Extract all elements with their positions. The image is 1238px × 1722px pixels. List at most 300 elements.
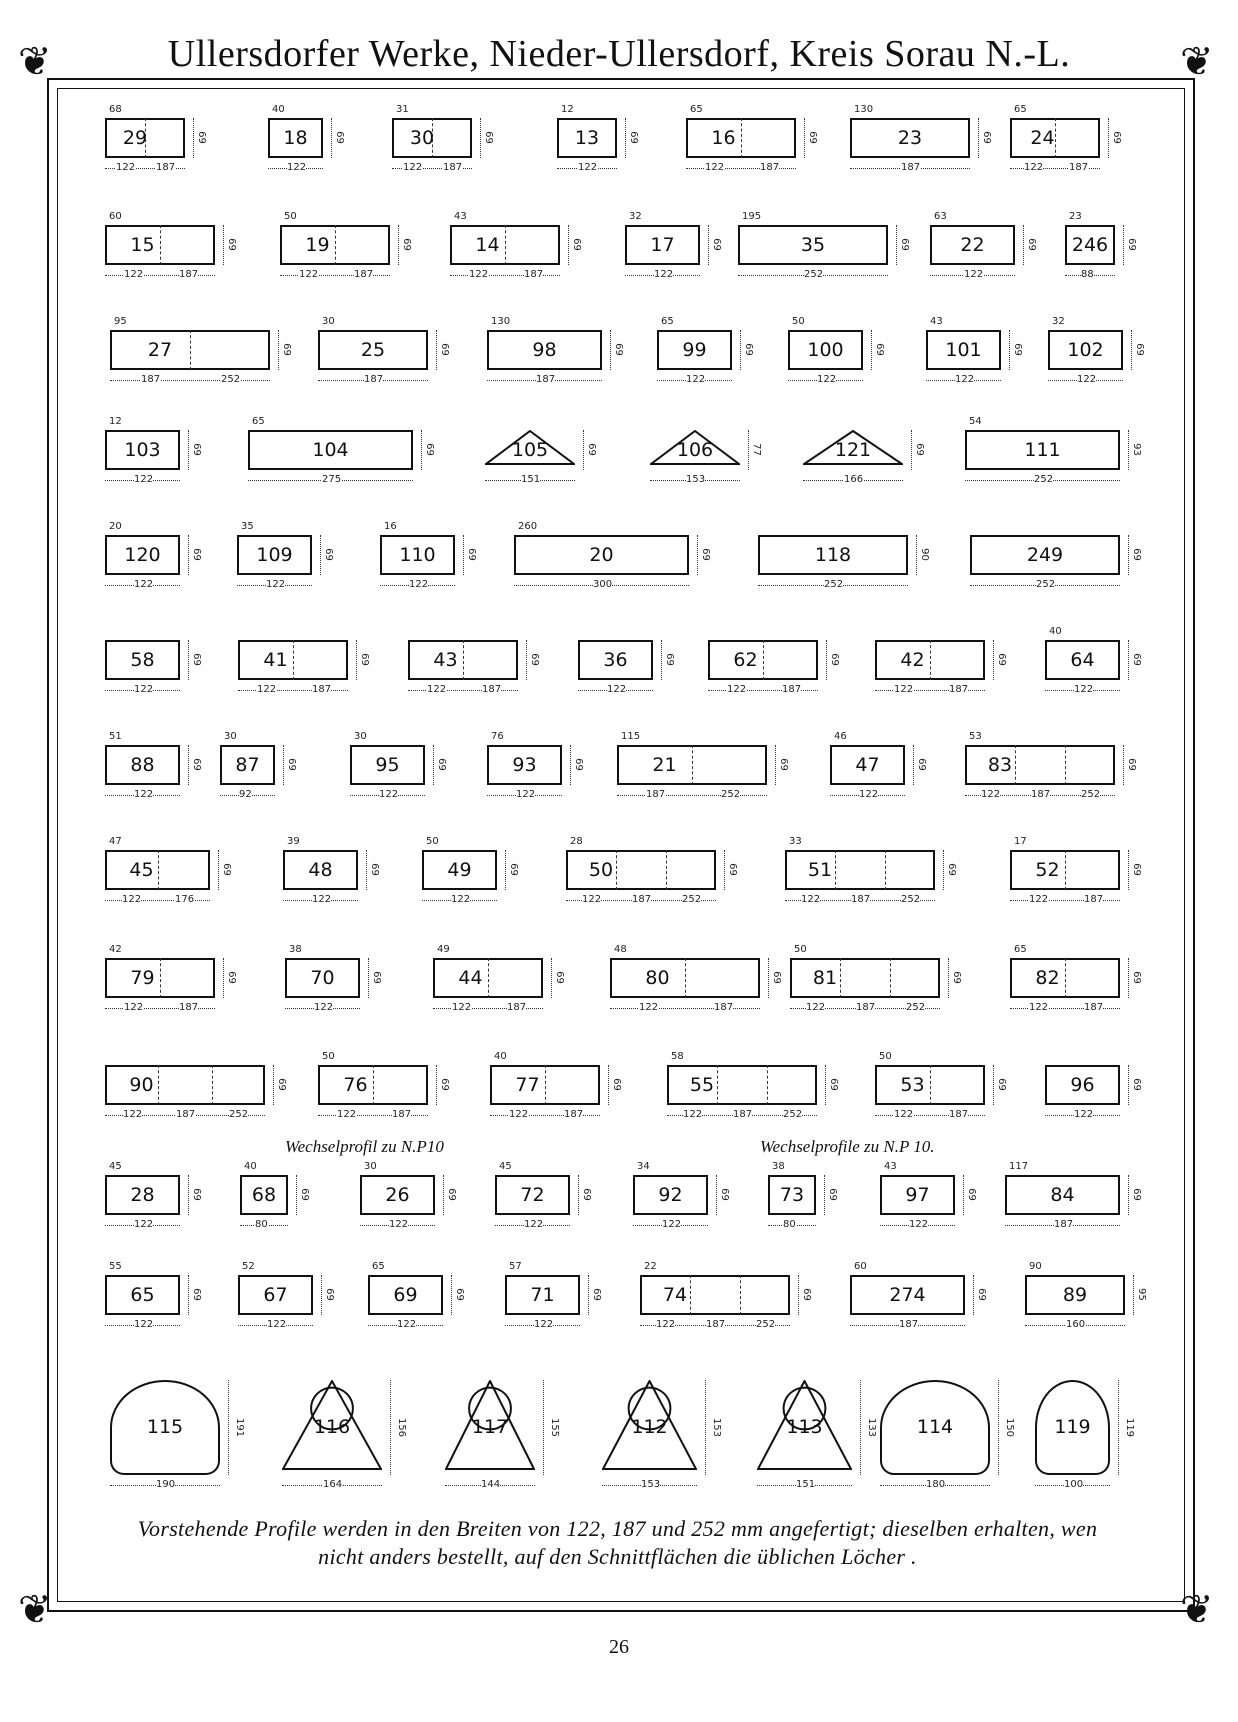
profile-64 <box>1045 622 1150 707</box>
profile-47 <box>830 727 935 812</box>
profile-number: 246 <box>1071 234 1109 256</box>
dimension-height-rule <box>708 225 709 265</box>
profile-77 <box>490 1047 630 1132</box>
dimension-height-rule <box>1123 745 1124 785</box>
profile-number: 82 <box>1035 967 1060 989</box>
profile-number: 120 <box>124 544 161 566</box>
profile-number: 65 <box>130 1284 155 1306</box>
profile-number: 118 <box>814 544 852 566</box>
profile-number: 93 <box>512 754 537 776</box>
profile-50 <box>566 832 746 917</box>
dimension-height-rule <box>871 330 872 370</box>
dimension-height: 69 <box>710 238 722 251</box>
dimension-height: 69 <box>333 131 345 144</box>
profile-36 <box>578 622 683 707</box>
dimension-height: 69 <box>828 653 840 666</box>
dimension-width: 122 <box>727 684 747 695</box>
dimension-height: 93 <box>1130 443 1142 456</box>
dimension-height-rule <box>543 1380 544 1475</box>
profile-number: 15 <box>130 234 155 256</box>
profile-117 <box>445 1362 565 1502</box>
dimension-top: 60 <box>109 211 122 222</box>
dimension-top: 45 <box>499 1161 512 1172</box>
dimension-width: 100 <box>1064 1479 1084 1490</box>
dimension-top: 50 <box>792 316 805 327</box>
profile-number: 23 <box>897 127 923 149</box>
dimension-top: 46 <box>834 731 847 742</box>
dimension-height-rule <box>188 430 189 470</box>
dimension-height-rule <box>188 745 189 785</box>
dimension-height: 69 <box>438 1078 450 1091</box>
dimension-height: 69 <box>1130 1078 1142 1091</box>
profile-number: 27 <box>147 339 173 361</box>
dimension-height-rule <box>610 330 611 370</box>
dimension-height: 69 <box>370 971 382 984</box>
footnote-line-1: Vorstehende Profile werden in den Breiten von 122, 187 und 252 mm angefertigt; dieselben erhalten, wen <box>137 1516 1098 1541</box>
dimension-height-rule <box>1108 118 1109 158</box>
profile-number: 70 <box>310 967 335 989</box>
dimension-height: 69 <box>368 863 380 876</box>
dimension-height: 69 <box>826 1188 838 1201</box>
dimension-width: 122 <box>607 684 627 695</box>
dimension-height: 69 <box>190 653 202 666</box>
dimension-rule <box>110 380 270 381</box>
profile-number: 52 <box>1035 859 1060 881</box>
profile-120 <box>105 517 210 602</box>
profile-number: 109 <box>256 544 293 566</box>
dimension-width: 80 <box>255 1219 268 1230</box>
dimension-height: 69 <box>699 548 711 561</box>
profile-number: 71 <box>530 1284 555 1306</box>
dimension-width: 122 <box>705 162 725 173</box>
dimension-height: 69 <box>915 758 927 771</box>
dimension-height-rule <box>1128 430 1129 470</box>
dimension-height-rule <box>697 535 698 575</box>
dimension-width: 144 <box>481 1479 501 1490</box>
profile-number: 17 <box>650 234 675 256</box>
dimension-width: 122 <box>299 269 319 280</box>
footnote-line-2: nicht anders bestellt, auf den Schnittflächen die üblichen Löcher . <box>318 1544 917 1569</box>
dimension-top: 35 <box>241 521 254 532</box>
dimension-height: 69 <box>453 1288 465 1301</box>
dimension-width: 122 <box>686 374 706 385</box>
profile-68 <box>240 1157 318 1242</box>
dimension-top: 65 <box>1014 944 1027 955</box>
dimension-width: 252 <box>721 789 741 800</box>
dimension-height: 69 <box>220 863 232 876</box>
profile-number: 68 <box>251 1184 277 1206</box>
dimension-height: 69 <box>965 1188 977 1201</box>
profile-111 <box>965 412 1150 497</box>
dimension-width: 187 <box>760 162 780 173</box>
profile-49 <box>422 832 527 917</box>
dimension-height: 69 <box>1125 238 1137 251</box>
profile-number: 84 <box>1050 1184 1075 1206</box>
dimension-width: 252 <box>229 1109 249 1120</box>
dimension-height: 69 <box>285 758 297 771</box>
profile-number: 95 <box>375 754 400 776</box>
profile-number: 103 <box>124 439 161 461</box>
dimension-top: 48 <box>614 944 627 955</box>
dimension-height: 69 <box>507 863 519 876</box>
dimension-top: 58 <box>671 1051 684 1062</box>
dimension-height-rule <box>321 1275 322 1315</box>
dimension-width: 122 <box>964 269 984 280</box>
dimension-height-rule <box>978 118 979 158</box>
dimension-width: 187 <box>646 789 666 800</box>
dimension-height: 69 <box>298 1188 310 1201</box>
dimension-height-rule <box>661 640 662 680</box>
dimension-width: 80 <box>783 1219 796 1230</box>
profile-74 <box>640 1257 820 1342</box>
dimension-height-rule <box>825 1065 826 1105</box>
dimension-top: 65 <box>372 1261 385 1272</box>
dimension-top: 20 <box>109 521 122 532</box>
dimension-width: 122 <box>1074 1109 1094 1120</box>
dimension-top: 50 <box>426 836 439 847</box>
dimension-height: 69 <box>190 548 202 561</box>
dimension-top: 53 <box>969 731 982 742</box>
profile-number: 58 <box>130 649 155 671</box>
profile-number: 13 <box>574 127 600 149</box>
profile-number: 96 <box>1070 1074 1095 1096</box>
profile-76 <box>318 1047 458 1132</box>
dimension-height: 69 <box>1011 343 1023 356</box>
profile-number: 22 <box>960 234 985 256</box>
dimension-height-rule <box>463 535 464 575</box>
dimension-height-rule <box>505 850 506 890</box>
dimension-width: 122 <box>312 894 332 905</box>
dimension-width: 252 <box>756 1319 776 1330</box>
profile-number: 80 <box>645 967 670 989</box>
profile-number: 83 <box>987 754 1013 776</box>
dimension-width: 187 <box>364 374 384 385</box>
profile-42 <box>875 622 1015 707</box>
dimension-rule <box>105 900 210 901</box>
dimension-top: 23 <box>1069 211 1082 222</box>
dimension-height-rule <box>568 225 569 265</box>
dimension-height-rule <box>705 1380 706 1475</box>
dimension-height: 69 <box>225 971 237 984</box>
dimension-top: 31 <box>396 104 409 115</box>
dimension-width: 122 <box>134 684 154 695</box>
dimension-width: 122 <box>451 894 471 905</box>
dimension-top: 195 <box>742 211 762 222</box>
dimension-width: 187 <box>901 162 921 173</box>
dimension-width: 122 <box>397 1319 417 1330</box>
profile-22 <box>930 207 1045 292</box>
profile-45 <box>105 832 240 917</box>
dimension-width: 252 <box>824 579 844 590</box>
dimension-top: 50 <box>794 944 807 955</box>
profile-number: 44 <box>458 967 483 989</box>
dimension-height-rule <box>433 745 434 785</box>
dimension-top: 60 <box>854 1261 867 1272</box>
dimension-height: 119 <box>1124 1417 1136 1437</box>
profile-number: 14 <box>475 234 500 256</box>
profile-44 <box>433 940 573 1025</box>
profile-number: 43 <box>433 649 458 671</box>
dimension-width: 122 <box>337 1109 357 1120</box>
dimension-top: 30 <box>224 731 237 742</box>
dimension-height-rule <box>1128 640 1129 680</box>
dimension-width: 122 <box>981 789 1001 800</box>
dimension-height: 69 <box>1130 971 1142 984</box>
profile-number: 36 <box>603 649 628 671</box>
dimension-height-rule <box>188 535 189 575</box>
profile-70 <box>285 940 390 1025</box>
profile-92 <box>633 1157 738 1242</box>
dimension-width: 187 <box>536 374 556 385</box>
dimension-width: 187 <box>1084 894 1104 905</box>
dimension-rule <box>875 1115 985 1116</box>
dimension-height: 69 <box>610 1078 622 1091</box>
dimension-height-rule <box>768 958 769 998</box>
profile-number: 99 <box>682 339 707 361</box>
dimension-top: 65 <box>1014 104 1027 115</box>
dimension-top: 49 <box>437 944 450 955</box>
dimension-top: 51 <box>109 731 122 742</box>
dimension-width: 187 <box>482 684 502 695</box>
profile-number: 20 <box>589 544 614 566</box>
dimension-height-rule <box>283 745 284 785</box>
dimension-width: 187 <box>706 1319 726 1330</box>
profile-number: 114 <box>916 1416 954 1438</box>
dimension-top: 117 <box>1009 1161 1029 1172</box>
dimension-width: 122 <box>509 1109 529 1120</box>
dimension-height: 69 <box>718 1188 730 1201</box>
dimension-height-rule <box>218 850 219 890</box>
dimension-top: 40 <box>272 104 285 115</box>
dimension-width: 300 <box>593 579 613 590</box>
dimension-height-rule <box>1128 1065 1129 1105</box>
profile-division-line <box>666 850 667 890</box>
dimension-width: 252 <box>1081 789 1101 800</box>
dimension-width: 187 <box>176 1109 196 1120</box>
dimension-height: 69 <box>322 548 334 561</box>
profile-27 <box>110 312 300 397</box>
dimension-top: 50 <box>322 1051 335 1062</box>
dimension-top: 68 <box>109 104 122 115</box>
dimension-height: 69 <box>777 758 789 771</box>
dimension-height-rule <box>366 850 367 890</box>
corner-ornament-bottom-right: ❦ <box>1180 1587 1214 1633</box>
dimension-top: 40 <box>494 1051 507 1062</box>
profile-89 <box>1025 1257 1155 1342</box>
dimension-width: 180 <box>926 1479 946 1490</box>
profile-249 <box>970 517 1150 602</box>
dimension-height: 69 <box>190 1288 202 1301</box>
profile-69 <box>368 1257 473 1342</box>
dimension-top: 52 <box>242 1261 255 1272</box>
dimension-width: 122 <box>134 474 154 485</box>
dimension-height: 156 <box>396 1417 408 1437</box>
profile-96 <box>1045 1047 1150 1132</box>
dimension-width: 122 <box>267 1319 287 1330</box>
corner-ornament-top-right: ❦ <box>1180 39 1214 85</box>
profile-52 <box>1010 832 1150 917</box>
dimension-height-rule <box>860 1380 861 1475</box>
profile-number: 49 <box>447 859 472 881</box>
profile-number: 87 <box>235 754 260 776</box>
dimension-width: 122 <box>578 162 598 173</box>
profile-number: 45 <box>129 859 154 881</box>
dimension-width: 122 <box>134 579 154 590</box>
dimension-rule <box>280 275 390 276</box>
dimension-height-rule <box>1128 1175 1129 1215</box>
dimension-height: 69 <box>1130 653 1142 666</box>
dimension-height: 155 <box>549 1417 561 1437</box>
dimension-width: 122 <box>287 162 307 173</box>
profile-30 <box>392 100 502 185</box>
profile-number: 41 <box>263 649 288 671</box>
dimension-top: 50 <box>879 1051 892 1062</box>
dimension-width: 153 <box>686 474 706 485</box>
dimension-height-rule <box>798 1275 799 1315</box>
dimension-width: 122 <box>314 1002 334 1013</box>
profile-65 <box>105 1257 210 1342</box>
profile-106 <box>650 412 770 497</box>
dimension-height: 69 <box>950 971 962 984</box>
dimension-width: 252 <box>221 374 241 385</box>
dimension-height-rule <box>775 745 776 785</box>
dimension-height: 69 <box>945 863 957 876</box>
dimension-top: 43 <box>884 1161 897 1172</box>
dimension-height-rule <box>804 118 805 158</box>
dimension-width: 122 <box>257 684 277 695</box>
dimension-width: 187 <box>632 894 652 905</box>
dimension-width: 153 <box>641 1479 661 1490</box>
profile-number: 21 <box>652 754 677 776</box>
dimension-height-rule <box>451 1275 452 1315</box>
dimension-height-rule <box>436 1065 437 1105</box>
dimension-rule <box>1010 900 1120 901</box>
dimension-top: 40 <box>1049 626 1062 637</box>
dimension-height: 69 <box>995 1078 1007 1091</box>
dimension-rule <box>105 275 215 276</box>
profile-121 <box>803 412 933 497</box>
dimension-top: 65 <box>690 104 703 115</box>
dimension-width: 122 <box>516 789 536 800</box>
profile-division-line <box>1065 745 1066 785</box>
dimension-height-rule <box>1131 330 1132 370</box>
dimension-width: 122 <box>582 894 602 905</box>
profile-number: 77 <box>515 1074 540 1096</box>
profile-102 <box>1048 312 1153 397</box>
profile-number: 92 <box>658 1184 683 1206</box>
dimension-width: 252 <box>1034 474 1054 485</box>
dimension-height: 69 <box>1130 1188 1142 1201</box>
profile-18 <box>268 100 353 185</box>
footnote <box>70 1515 1165 1571</box>
profile-98 <box>487 312 632 397</box>
dimension-top: 28 <box>570 836 583 847</box>
dimension-width: 122 <box>427 684 447 695</box>
dimension-top: 43 <box>454 211 467 222</box>
dimension-height-rule <box>724 850 725 890</box>
dimension-rule <box>408 690 518 691</box>
profile-division-line <box>740 1275 741 1315</box>
dimension-width: 122 <box>859 789 879 800</box>
dimension-width: 122 <box>1077 374 1097 385</box>
dimension-height-rule <box>273 1065 274 1105</box>
profile-number: 90 <box>129 1074 154 1096</box>
dimension-height: 69 <box>190 1188 202 1201</box>
dimension-height-rule <box>740 330 741 370</box>
dimension-rule <box>450 275 560 276</box>
dimension-height-rule <box>390 1380 391 1475</box>
dimension-height: 69 <box>423 443 435 456</box>
profile-number: 74 <box>662 1284 688 1306</box>
dimension-height-rule <box>1128 535 1129 575</box>
dimension-width: 122 <box>639 1002 659 1013</box>
profile-number: 274 <box>889 1284 926 1306</box>
profile-35 <box>738 207 918 292</box>
profile-17 <box>625 207 730 292</box>
dimension-height: 69 <box>438 343 450 356</box>
dimension-height-rule <box>188 1175 189 1215</box>
dimension-top: 90 <box>1029 1261 1042 1272</box>
profile-number: 116 <box>313 1416 351 1438</box>
dimension-top: 43 <box>930 316 943 327</box>
dimension-width: 122 <box>654 269 674 280</box>
profile-41 <box>238 622 378 707</box>
profile-number: 72 <box>520 1184 545 1206</box>
profile-number: 111 <box>1024 439 1061 461</box>
dimension-height: 69 <box>612 343 624 356</box>
dimension-top: 57 <box>509 1261 522 1272</box>
profile-number: 121 <box>834 439 872 461</box>
dimension-rule <box>875 690 985 691</box>
dimension-width: 187 <box>1054 1219 1074 1230</box>
dimension-height: 69 <box>898 238 910 251</box>
profile-number: 55 <box>689 1074 715 1096</box>
dimension-width: 122 <box>909 1219 929 1230</box>
profile-16 <box>686 100 826 185</box>
dimension-top: 47 <box>109 836 122 847</box>
dimension-width: 187 <box>179 269 199 280</box>
dimension-height-rule <box>588 1275 589 1315</box>
dimension-height: 191 <box>234 1417 246 1437</box>
dimension-width: 122 <box>806 1002 826 1013</box>
profile-number: 64 <box>1070 649 1095 671</box>
dimension-width: 122 <box>134 1219 154 1230</box>
dimension-rule <box>105 1008 215 1009</box>
dimension-height: 69 <box>1130 548 1142 561</box>
dimension-height-rule <box>973 1275 974 1315</box>
dimension-width: 187 <box>524 269 544 280</box>
dimension-width: 122 <box>134 789 154 800</box>
dimension-width: 122 <box>801 894 821 905</box>
caption-wechselprofil-left: Wechselprofil zu N.P10 <box>285 1137 444 1156</box>
profile-number: 25 <box>360 339 386 361</box>
profile-number: 26 <box>385 1184 410 1206</box>
dimension-width: 122 <box>1074 684 1094 695</box>
dimension-width: 187 <box>179 1002 199 1013</box>
dimension-top: 34 <box>637 1161 650 1172</box>
profile-number: 115 <box>146 1416 184 1438</box>
profile-number: 73 <box>779 1184 805 1206</box>
profile-14 <box>450 207 590 292</box>
profile-number: 97 <box>905 1184 930 1206</box>
dimension-width: 122 <box>124 269 144 280</box>
dimension-height: 69 <box>580 1188 592 1201</box>
dimension-height: 69 <box>570 238 582 251</box>
dimension-height: 69 <box>190 758 202 771</box>
dimension-top: 45 <box>109 1161 122 1172</box>
dimension-rule <box>686 168 796 169</box>
page-number: 26 <box>609 1636 629 1658</box>
